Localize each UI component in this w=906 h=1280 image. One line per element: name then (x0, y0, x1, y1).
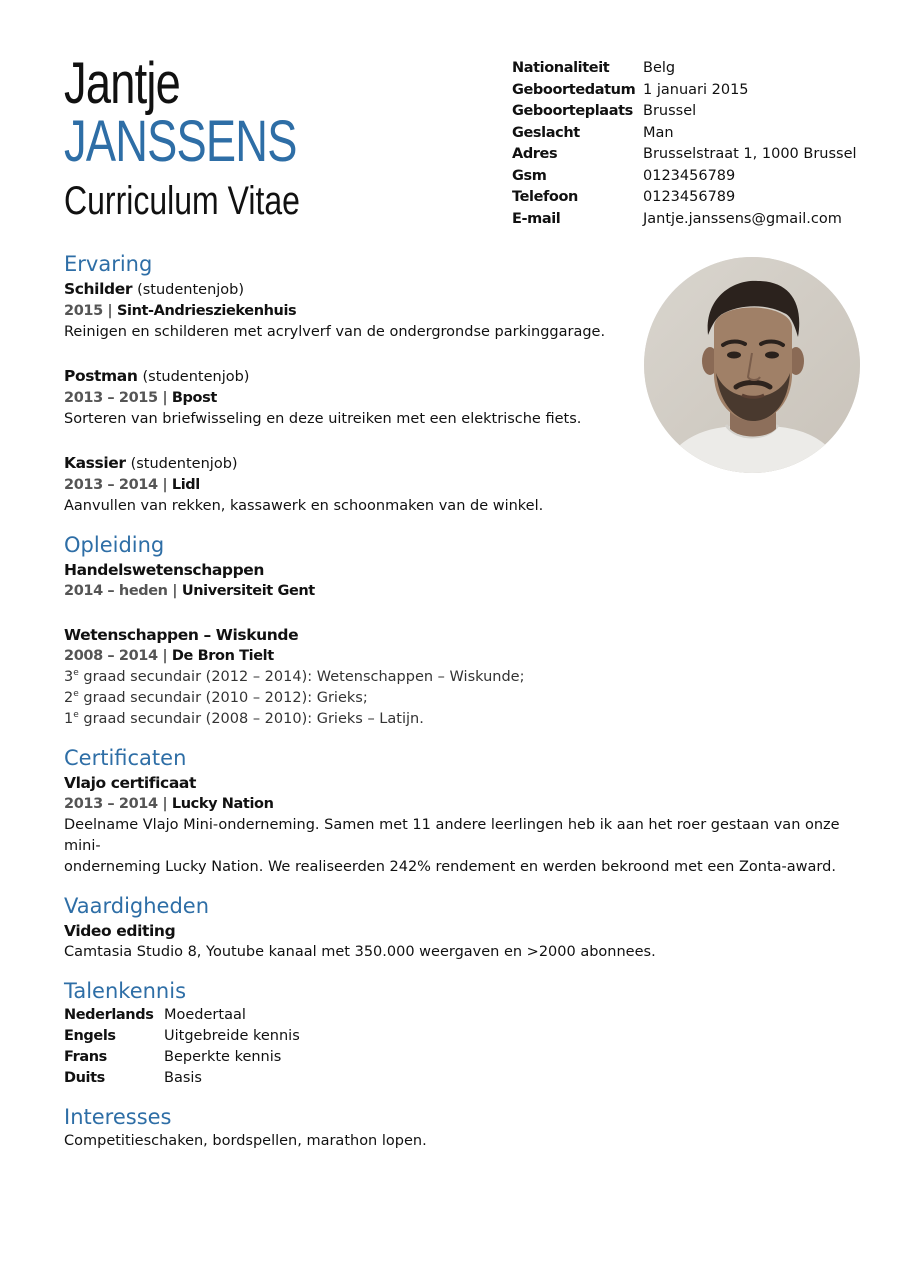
education-item (64, 624, 864, 730)
personal-row-email (512, 209, 857, 231)
grade-text: graad secundair (2012 – 2014): Wetenschappen – Wiskunde; (83, 669, 525, 685)
job-meta (64, 388, 864, 409)
personal-value: Brusselstraat 1, 1000 Brussel (643, 146, 857, 162)
education-meta (64, 646, 864, 667)
personal-label: Geslacht (512, 124, 580, 141)
section-heading-certificates: Certificaten (64, 746, 187, 770)
job-dates: 2013 – 2015 (64, 390, 158, 406)
job-dates: 2015 (64, 303, 103, 319)
personal-row-nationality (512, 58, 857, 80)
education-meta (64, 581, 864, 602)
personal-label: Nationaliteit (512, 60, 610, 76)
section-heading-experience: Ervaring (64, 252, 153, 276)
skill-title: Video editing (64, 922, 176, 940)
document-title: Curriculum Vitae (64, 179, 300, 223)
language-row (64, 1068, 864, 1089)
job-type: (studentenjob) (142, 369, 250, 385)
job-type: (studentenjob) (130, 456, 238, 472)
job-type: (studentenjob) (137, 282, 245, 298)
separator: | (162, 477, 168, 493)
personal-row-mobile (512, 166, 857, 188)
certificate-description-line: onderneming Lucky Nation. We realiseerden 242% rendement en werden bekroond met een Zonta-award. (64, 859, 836, 875)
job-employer: Sint-Andriesziekenhuis (116, 303, 297, 319)
education-detail-line (64, 688, 864, 709)
separator: | (162, 390, 168, 406)
job-title (64, 278, 864, 301)
personal-label: Geboorteplaats (512, 103, 633, 119)
skill-description: Camtasia Studio 8, Youtube kanaal met 350.000 weergaven en >2000 abonnees. (64, 944, 656, 960)
certificate-meta (64, 794, 864, 815)
certificate-org: Lucky Nation (171, 796, 274, 812)
language-row (64, 1026, 864, 1047)
personal-row-birthdate (512, 80, 857, 102)
experience-item (64, 452, 864, 517)
language-row (64, 1047, 864, 1068)
personal-label: Geboortedatum (512, 81, 636, 98)
grade-text: graad secundair (2010 – 2012): Grieks; (83, 690, 368, 706)
education-detail-line (64, 667, 864, 688)
grade-text: graad secundair (2008 – 2010): Grieks – Latijn. (83, 711, 424, 727)
personal-label: Gsm (512, 167, 547, 184)
language-name: Engels (64, 1028, 116, 1044)
job-meta (64, 301, 864, 322)
job-meta (64, 475, 864, 496)
personal-value: Belg (643, 60, 676, 76)
certificate-title: Vlajo certificaat (64, 774, 196, 792)
job-employer: Lidl (171, 477, 200, 493)
education-school: De Bron Tielt (171, 648, 274, 664)
job-dates: 2013 – 2014 (64, 477, 158, 493)
certificate-dates: 2013 – 2014 (64, 796, 158, 812)
separator: | (162, 648, 168, 664)
personal-value: 1 januari 2015 (643, 81, 749, 98)
job-description: Reinigen en schilderen met acrylverf van de ondergrondse parkinggarage. (64, 324, 606, 340)
language-level: Moedertaal (164, 1007, 246, 1023)
personal-row-phone (512, 187, 857, 209)
personal-row-address (512, 144, 857, 166)
education-school: Universiteit Gent (181, 583, 315, 599)
separator: | (162, 796, 168, 812)
interests-description: Competitieschaken, bordspellen, marathon lopen. (64, 1133, 427, 1149)
certificate-item (64, 772, 864, 878)
language-row (64, 1005, 864, 1026)
cv-content (64, 250, 864, 1152)
personal-value: Brussel (643, 103, 697, 119)
job-title-text: Kassier (64, 454, 126, 472)
grade-suffix: e (73, 710, 79, 721)
personal-label: Adres (512, 146, 558, 162)
personal-label: Telefoon (512, 189, 578, 205)
section-heading-skills: Vaardigheden (64, 894, 210, 918)
job-title (64, 452, 864, 475)
grade-suffix: e (73, 689, 79, 700)
job-title-text: Postman (64, 367, 138, 385)
education-detail-line (64, 709, 864, 730)
job-description: Aanvullen van rekken, kassawerk en schoonmaken van de winkel. (64, 498, 544, 514)
personal-row-birthplace (512, 101, 857, 123)
education-dates: 2014 – heden (64, 583, 168, 599)
personal-value: 0123456789 (643, 167, 736, 184)
first-name: Jantje (64, 51, 181, 116)
personal-row-gender (512, 123, 857, 145)
grade-number: 1 (64, 711, 74, 727)
education-title: Wetenschappen – Wiskunde (64, 626, 299, 644)
language-level: Beperkte kennis (164, 1049, 282, 1065)
personal-value: Man (643, 124, 674, 141)
personal-details (512, 58, 857, 230)
experience-item (64, 365, 864, 430)
section-heading-languages: Talenkennis (64, 979, 187, 1003)
separator: | (107, 303, 113, 319)
education-dates: 2008 – 2014 (64, 648, 158, 664)
language-list (64, 1005, 864, 1089)
grade-number: 2 (64, 690, 74, 706)
grade-number: 3 (64, 669, 74, 685)
personal-value: 0123456789 (643, 189, 736, 205)
last-name: JANSSENS (64, 109, 297, 174)
job-title-text: Schilder (64, 280, 133, 298)
separator: | (172, 583, 178, 599)
personal-label: E-mail (512, 210, 561, 227)
job-description: Sorteren van briefwisseling en deze uitreiken met een elektrische fiets. (64, 411, 582, 427)
job-title (64, 365, 864, 388)
grade-suffix: e (73, 668, 79, 679)
job-employer: Bpost (171, 390, 217, 406)
experience-item (64, 278, 864, 343)
email-value[interactable]: Jantje.janssens@gmail.com (643, 210, 842, 227)
language-level: Uitgebreide kennis (164, 1028, 300, 1044)
education-title: Handelswetenschappen (64, 561, 265, 579)
section-heading-interests: Interesses (64, 1105, 172, 1129)
language-name: Nederlands (64, 1007, 154, 1023)
education-item (64, 559, 864, 602)
language-name: Frans (64, 1049, 107, 1065)
language-level: Basis (164, 1070, 202, 1086)
section-heading-education: Opleiding (64, 533, 165, 557)
language-name: Duits (64, 1070, 105, 1086)
skill-item (64, 920, 864, 963)
certificate-description-line: Deelname Vlajo Mini-onderneming. Samen met 11 andere leerlingen heb ik aan het roer gestaan van onze mini- (64, 817, 840, 854)
